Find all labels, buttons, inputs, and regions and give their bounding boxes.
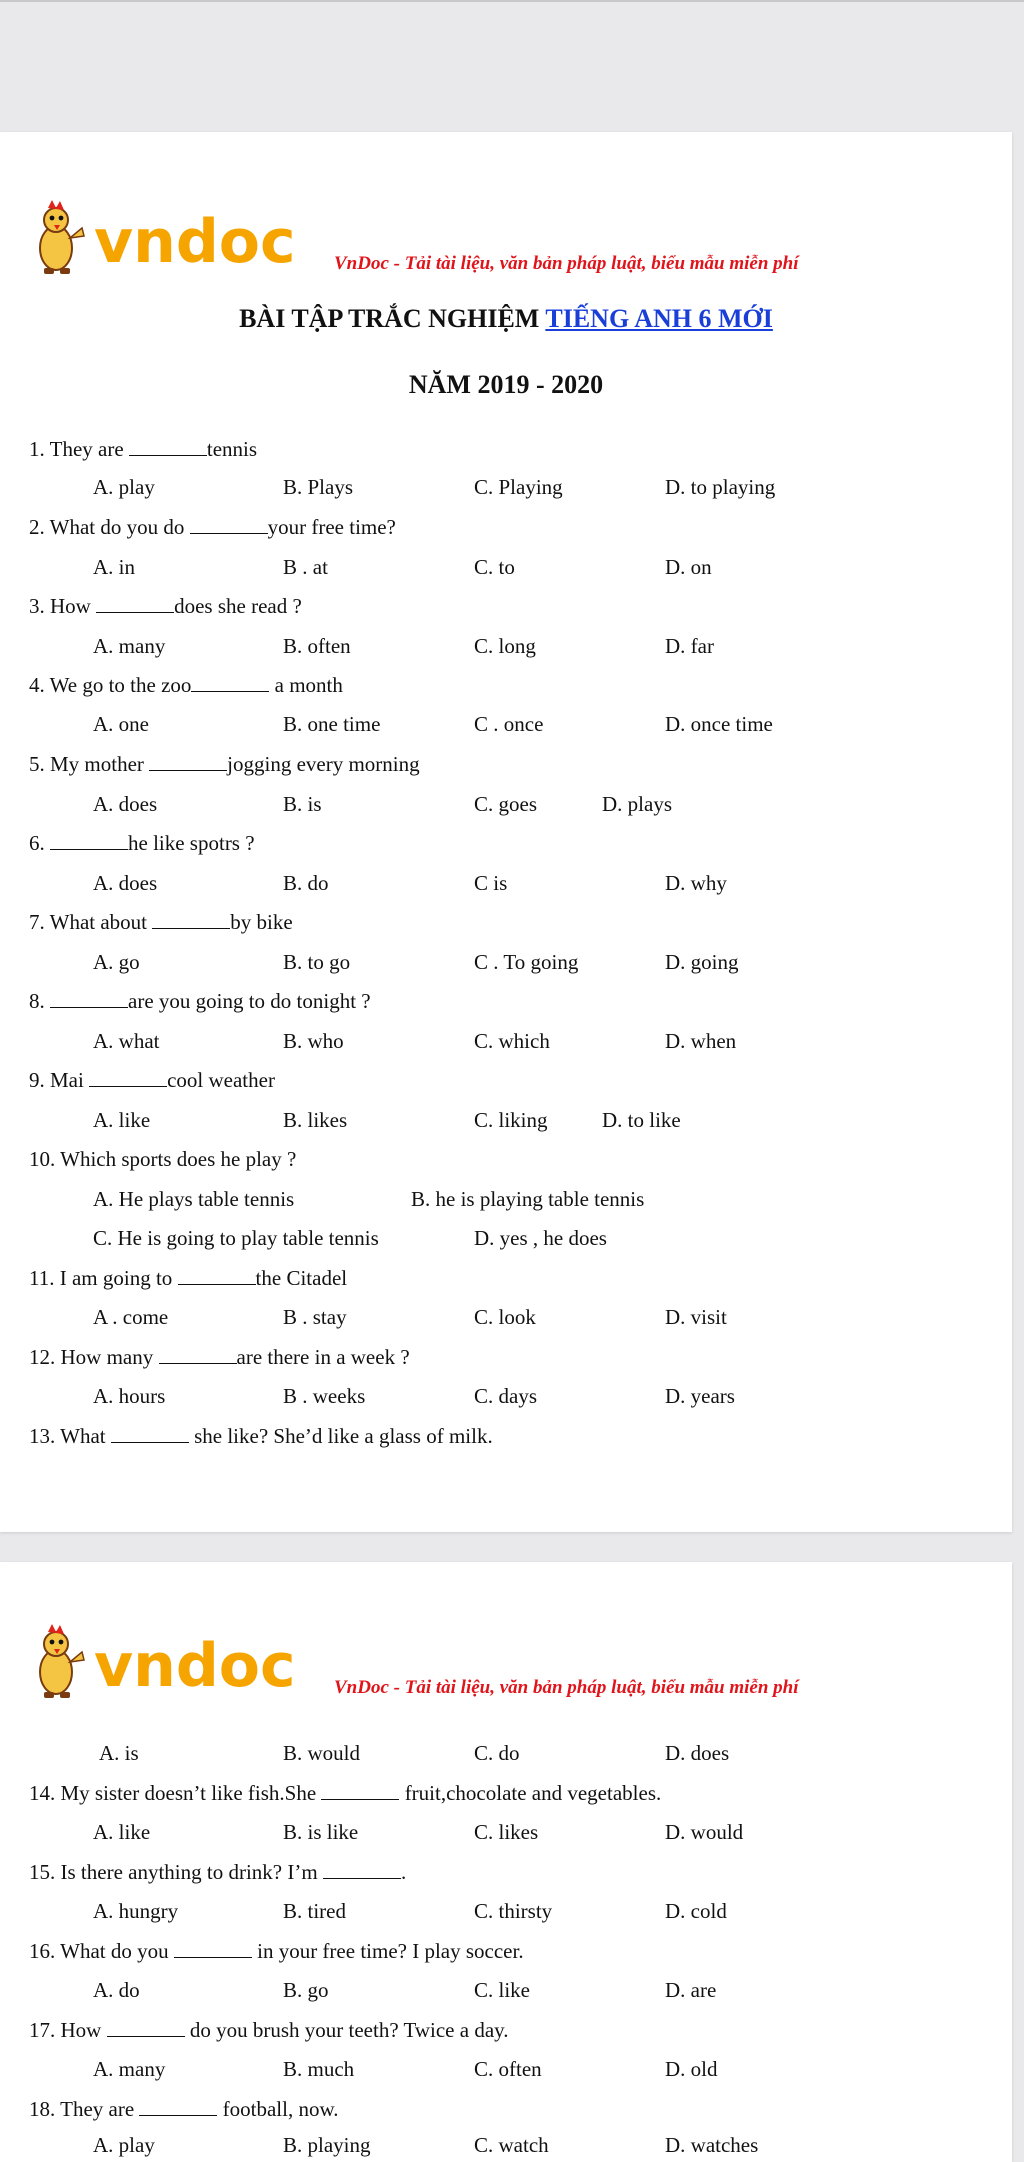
option-d[interactable]: D. when: [665, 1029, 737, 1053]
question-text: 5. My mother jogging every morning: [29, 747, 420, 781]
option-d[interactable]: D. to like: [602, 1108, 681, 1132]
option-c[interactable]: C. look: [474, 1305, 536, 1329]
question-text: 14. My sister doesn’t like fish.She fruit,chocolate and vegetables.: [29, 1776, 661, 1810]
option-b[interactable]: B. is: [283, 792, 322, 816]
option-b[interactable]: B. playing: [283, 2133, 371, 2157]
option-a[interactable]: A. He plays table tennis: [93, 1187, 295, 1211]
option-c[interactable]: C. long: [474, 634, 536, 658]
header-tagline: VnDoc - Tải tài liệu, văn bản pháp luật, biểu mẫu miễn phí: [334, 1677, 799, 1698]
option-b[interactable]: B. one time: [283, 712, 381, 736]
option-d[interactable]: D. watches: [665, 2133, 759, 2157]
question-text: 10. Which sports does he play ?: [29, 1147, 297, 1171]
option-b[interactable]: B. likes: [283, 1108, 348, 1132]
option-b[interactable]: B. he is playing table tennis: [411, 1187, 645, 1211]
option-d[interactable]: D. on: [665, 555, 712, 579]
option-b[interactable]: B . stay: [283, 1305, 347, 1329]
option-b[interactable]: B. do: [283, 871, 329, 895]
option-c[interactable]: C. likes: [474, 1820, 539, 1844]
question-text: 16. What do you in your free time? I play soccer.: [29, 1934, 524, 1968]
header-tagline: VnDoc - Tải tài liệu, văn bản pháp luật, biểu mẫu miễn phí: [334, 253, 799, 274]
option-b[interactable]: B. is like: [283, 1820, 359, 1844]
option-d[interactable]: D. why: [665, 871, 727, 895]
worksheet-year: NĂM 2019 - 2020: [408, 370, 604, 399]
option-d[interactable]: D. yes , he does: [474, 1226, 607, 1250]
option-a[interactable]: A. does: [93, 871, 158, 895]
option-b[interactable]: B. tired: [283, 1899, 346, 1923]
option-a[interactable]: A. hours: [93, 1384, 166, 1408]
document-page-1: [0, 132, 1012, 1532]
option-c[interactable]: C. He is going to play table tennis: [93, 1226, 379, 1250]
option-c[interactable]: C. Playing: [474, 475, 563, 499]
page-header: [34, 198, 994, 288]
option-a[interactable]: A. play: [93, 2133, 155, 2157]
option-a[interactable]: A. like: [93, 1820, 151, 1844]
option-a[interactable]: A. play: [93, 475, 155, 499]
option-b[interactable]: B . weeks: [283, 1384, 366, 1408]
question-text: 15. Is there anything to drink? I’m .: [29, 1855, 406, 1889]
vndoc-logo: [34, 1622, 334, 1702]
option-c[interactable]: C . once: [474, 712, 544, 736]
title-prefix: BÀI TẬP TRẮC NGHIỆM: [239, 304, 546, 333]
option-c[interactable]: C. goes: [474, 792, 537, 816]
option-a[interactable]: A. hungry: [93, 1899, 179, 1923]
question-text: 6. he like spotrs ?: [29, 826, 255, 860]
vndoc-logo: [34, 198, 334, 278]
option-a[interactable]: A. many: [93, 2057, 166, 2081]
option-b[interactable]: B. to go: [283, 950, 351, 974]
question-text: 4. We go to the zoo a month: [29, 668, 343, 702]
option-d[interactable]: D. cold: [665, 1899, 727, 1923]
option-a[interactable]: A. many: [93, 634, 166, 658]
option-c[interactable]: C. to: [474, 555, 515, 579]
viewer-top-edge: [0, 0, 1024, 2]
option-c[interactable]: C. days: [474, 1384, 537, 1408]
question-text: 2. What do you do your free time?: [29, 510, 396, 544]
option-b[interactable]: B. often: [283, 634, 351, 658]
question-text: 9. Mai cool weather: [29, 1063, 275, 1097]
option-d[interactable]: D. are: [665, 1978, 717, 2002]
option-b[interactable]: B. much: [283, 2057, 355, 2081]
option-d[interactable]: D. once time: [665, 712, 773, 736]
svg-text:vndoc: vndoc: [94, 1631, 296, 1701]
question-text: 8. are you going to do tonight ?: [29, 984, 371, 1018]
option-d[interactable]: D. would: [665, 1820, 744, 1844]
option-a[interactable]: A. is: [99, 1741, 139, 1765]
document-page-2: [0, 1562, 1012, 2162]
option-c[interactable]: C. thirsty: [474, 1899, 553, 1923]
option-a[interactable]: A. go: [93, 950, 140, 974]
question-text: 17. How do you brush your teeth? Twice a day.: [29, 2013, 509, 2047]
question-text: 11. I am going to the Citadel: [29, 1261, 347, 1295]
page-header: [34, 1622, 994, 1712]
question-text: 13. What she like? She’d like a glass of milk.: [29, 1419, 493, 1453]
question-text: 18. They are football, now.: [29, 2092, 339, 2126]
option-d[interactable]: D. to playing: [665, 475, 776, 499]
option-c[interactable]: C. liking: [474, 1108, 548, 1132]
option-b[interactable]: B. go: [283, 1978, 329, 2002]
option-a[interactable]: A. does: [93, 792, 158, 816]
option-a[interactable]: A. do: [93, 1978, 140, 2002]
option-a[interactable]: A. like: [93, 1108, 151, 1132]
option-b[interactable]: B . at: [283, 555, 328, 579]
question-text: 7. What about by bike: [29, 905, 293, 939]
option-a[interactable]: A. what: [93, 1029, 160, 1053]
option-a[interactable]: A. one: [93, 712, 149, 736]
option-b[interactable]: B. would: [283, 1741, 361, 1765]
title-link[interactable]: TIẾNG ANH 6 MỚI: [545, 304, 773, 333]
worksheet-title: [0, 304, 1012, 334]
option-c[interactable]: C is: [474, 871, 508, 895]
mascot-icon: [40, 200, 84, 274]
option-d[interactable]: D. does: [665, 1741, 730, 1765]
question-text: 3. How does she read ?: [29, 589, 302, 623]
option-c[interactable]: C. which: [474, 1029, 550, 1053]
option-c[interactable]: C. like: [474, 1978, 530, 2002]
option-c[interactable]: C. watch: [474, 2133, 549, 2157]
option-d[interactable]: D. going: [665, 950, 739, 974]
question-text: 1. They are tennis: [29, 432, 257, 466]
option-b[interactable]: B. Plays: [283, 475, 354, 499]
svg-text:vndoc: vndoc: [94, 207, 296, 277]
option-c[interactable]: C . To going: [474, 950, 579, 974]
option-a[interactable]: A. in: [93, 555, 135, 579]
option-d[interactable]: D. old: [665, 2057, 718, 2081]
option-d[interactable]: D. years: [665, 1384, 735, 1408]
option-a[interactable]: A . come: [93, 1305, 169, 1329]
question-text: 12. How many are there in a week ?: [29, 1340, 410, 1374]
option-c[interactable]: C. do: [474, 1741, 520, 1765]
option-d[interactable]: D. plays: [602, 792, 672, 816]
option-d[interactable]: D. visit: [665, 1305, 727, 1329]
mascot-icon: [40, 1624, 84, 1698]
option-b[interactable]: B. who: [283, 1029, 344, 1053]
option-c[interactable]: C. often: [474, 2057, 542, 2081]
option-d[interactable]: D. far: [665, 634, 714, 658]
